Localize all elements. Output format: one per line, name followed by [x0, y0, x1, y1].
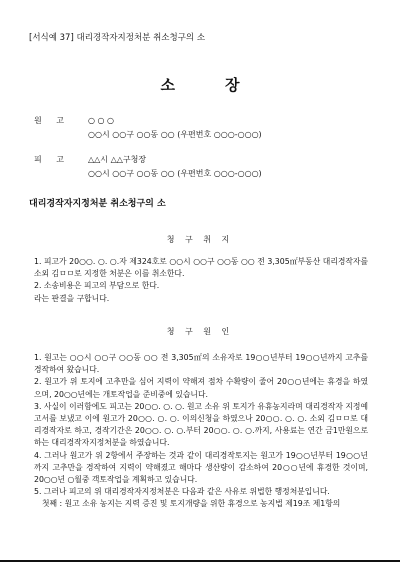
cause-body: [34, 352, 368, 511]
form-label: [서식예 37] 대리경작자지정처분 취소청구의 소: [29, 33, 206, 43]
claim-line-1: 1. 피고가 20○○. ○. ○.자 제324호로 ○○시 ○○구 ○○동 ○○ 전 3,305㎡부동산 대리경작자를 소외 김ㅁㅁ로 지정한 처분은 이를 취소한다.: [34, 257, 368, 279]
document-title: [0, 74, 400, 95]
case-name: 대리경작자지정처분 취소청구의 소: [29, 199, 166, 209]
defendant-name: △△시 △△구청장: [88, 155, 147, 164]
cause-line-4: 4. 그러나 원고가 위 2항에서 주장하는 것과 같이 대리경작토지는 원고가 19○○년부터 19○○년까지 고추만을 경작하여 지력이 약해졌고 해마다 생산량이 감소하여 20○○년에 휴경한 것이며, 20○○년 ○월중 객토작업을 계획하고 있습니다.: [34, 450, 368, 485]
defendant-role: 피 고: [34, 155, 70, 164]
claim-heading: 청 구 취 지: [166, 235, 234, 244]
cause-line-5: 5. 그러나 피고의 위 대리경작자지정처분은 다음과 같은 사유로 위법한 행정처분입니다.: [34, 487, 330, 497]
plaintiff-address: ○○시 ○○구 ○○동 ○○ (우편번호 ○○○-○○○): [88, 130, 262, 139]
cause-line-2: 2. 원고가 위 토지에 고추만을 심어 지력이 약해져 점차 수확량이 줄어 20○○년에는 휴경을 하였으며, 20○○년에는 개토작업을 준비중에 있습니다.: [34, 377, 368, 399]
cause-heading: 청 구 원 인: [166, 327, 234, 336]
page-bottom-rule: [0, 560, 400, 562]
plaintiff-block: [34, 115, 262, 139]
cause-line-1: 1. 원고는 ○○시 ○○구 ○○동 ○○ 전 3,305㎡의 소유자로 19○○년부터 19○○년까지 고추를 경작하여 왔습니다.: [34, 353, 368, 375]
cause-line-3: 3. 사실이 이러함에도 피고는 20○○. ○. ○. 원고 소유 위 토지가 유휴농지라며 대리경작자 지정예고서를 보냈고 이에 원고가 20○○. ○. ○. 이의신청을 하였으나 20○○. ○. ○. 소외 김ㅁㅁ로 대리경작자로 하고, 경작기간은 20○○. ○. ○.부터 20○○. ○. ○.까지, 사용료는 연간 금1만원으로 하는 대리경작자지정처분을 하였습니다.: [34, 401, 368, 448]
plaintiff-role: 원 고: [34, 116, 70, 125]
defendant-address: ○○시 ○○구 ○○동 ○○ (우편번호 ○○○-○○○): [88, 169, 262, 178]
claim-line-3: 라는 판결을 구합니다.: [34, 293, 110, 303]
plaintiff-name: ○ ○ ○: [88, 116, 115, 125]
document-title-char-2: 장: [225, 76, 240, 94]
defendant-block: [34, 154, 262, 178]
claim-line-2: 2. 소송비용은 피고의 부담으로 한다.: [34, 281, 160, 291]
document-title-char-1: 소: [160, 76, 175, 94]
claim-body: [34, 256, 368, 305]
cause-line-6: 첫째 : 원고 소유 농지는 지력 증진 및 토지개량을 위한 휴경으로 농지법 제19조 제1항의: [42, 499, 341, 509]
